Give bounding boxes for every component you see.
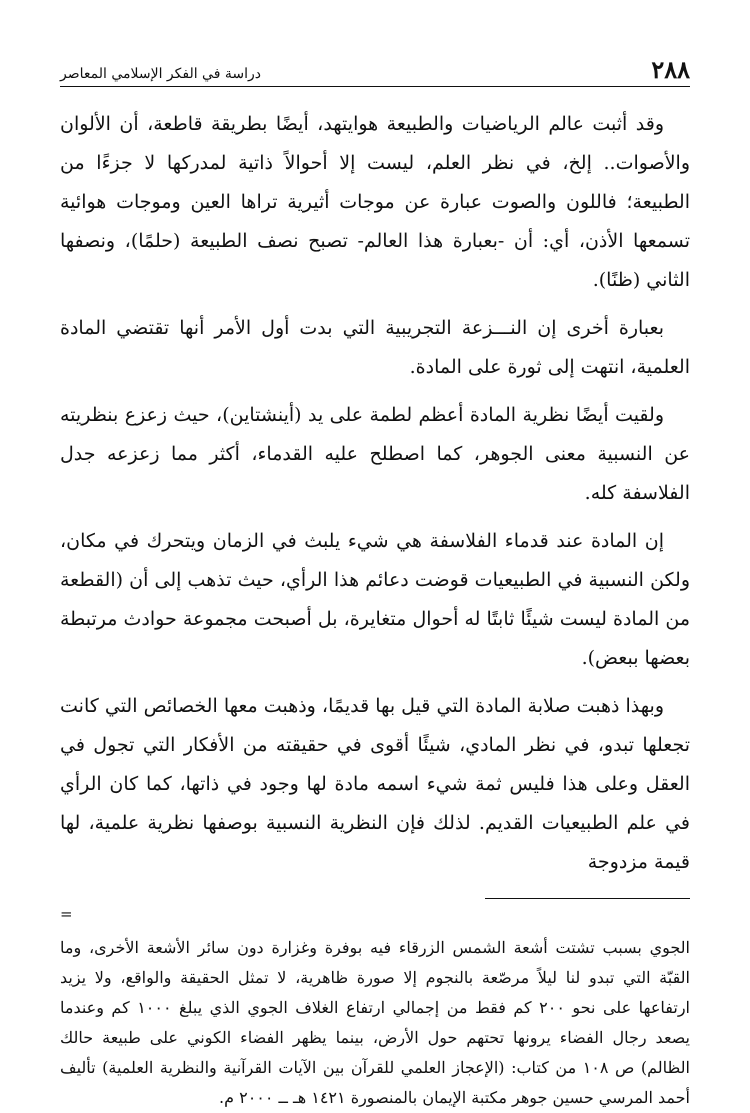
footnote-continuation-mark: = (60, 905, 73, 923)
paragraph: إن المادة عند قدماء الفلاسفة هي شيء يلبث في الزمان ويتحرك في مكان، ولكن النسبية في الطبيعيات قوضت دعائم هذا الرأي، حيث تذهب إلى أن (القطعة من المادة ليست شيئًا ثابتًا له أحوال متغايرة، بل أصبحت مجموعة حوادث مرتبطة بعضها ببعض). (60, 530, 690, 669)
running-title: دراسة في الفكر الإسلامي المعاصر (60, 66, 261, 82)
paragraph: ولقيت أيضًا نظرية المادة أعظم لطمة على يد (أينشتاين)، حيث زعزع بنظريته عن النسبية معنى الجوهر، كما اصطلح عليه القدماء، أكثر مما زعزعه جدل الفلاسفة كله. (60, 404, 690, 504)
paragraph: وبهذا ذهبت صلابة المادة التي قيل بها قديمًا، وذهبت معها الخصائص التي كانت تجعلها تبدو، في نظر المادي، شيئًا أقوى في حقيقته من الأفكار التي تجول في العقل وعلى هذا فليس ثمة شيء اسمه مادة لها وجود في ذاتها، كما كان الرأي في علم الطبيعيات القديم. لذلك فإن النظرية النسبية بوصفها نظرية علمية، لها قيمة مزدوجة (60, 695, 690, 873)
footnote-divider (485, 898, 690, 899)
paragraph: وقد أثبت عالم الرياضيات والطبيعة هوايتهد، أيضًا بطريقة قاطعة، أن الألوان والأصوات.. إلخ، في نظر العلم، ليست إلا أحوالاً ذاتية لمدركها لا جزءًا من الطبيعة؛ فاللون والصوت عبارة عن موجات أثيرية تراها العين وموجات هوائية تسمعها الأذن، أي: أن -بعبارة هذا العالم- تصبح نصف الطبيعة (حلمًا)، ونصفها الثاني (ظنًا). (60, 113, 690, 291)
paragraph: بعبارة أخرى إن النـــزعة التجريبية التي بدت أول الأمر أنها تقتضي المادة العلمية، انتهت إلى ثورة على المادة. (60, 317, 690, 378)
page-header (60, 55, 690, 87)
footnote: الجوي بسبب تشتت أشعة الشمس الزرقاء فيه بوفرة وغزارة دون سائر الأشعة الأخرى، وما القبّة التي تبدو لنا ليلاً مرصّعة بالنجوم إلا صورة ظاهرية، لا تمثل الحقيقة والواقع، ولا يزيد ارتفاعها على نحو ٢٠٠ كم فقط من إجمالي ارتفاع الغلاف الجوي الذي يبلغ ١٠٠٠ كم وعندما يصعد رجال الفضاء يرونها تحتهم حول الأرض، بينما يظهر الفضاء الكوني على طبيعة حالك الظالم) ص ١٠٨ من كتاب: (الإعجاز العلمي للقرآن بين الآيات القرآنية والنظرية العلمية) تأليف أحمد المرسي حسين جوهر مكتبة الإيمان بالمنصورة ١٤٢١ هـ ــ ٢٠٠٠ م. (60, 938, 691, 1107)
book-page (60, 55, 691, 1113)
main-text (60, 105, 690, 882)
page-number: ٢٨٨ (651, 55, 690, 84)
